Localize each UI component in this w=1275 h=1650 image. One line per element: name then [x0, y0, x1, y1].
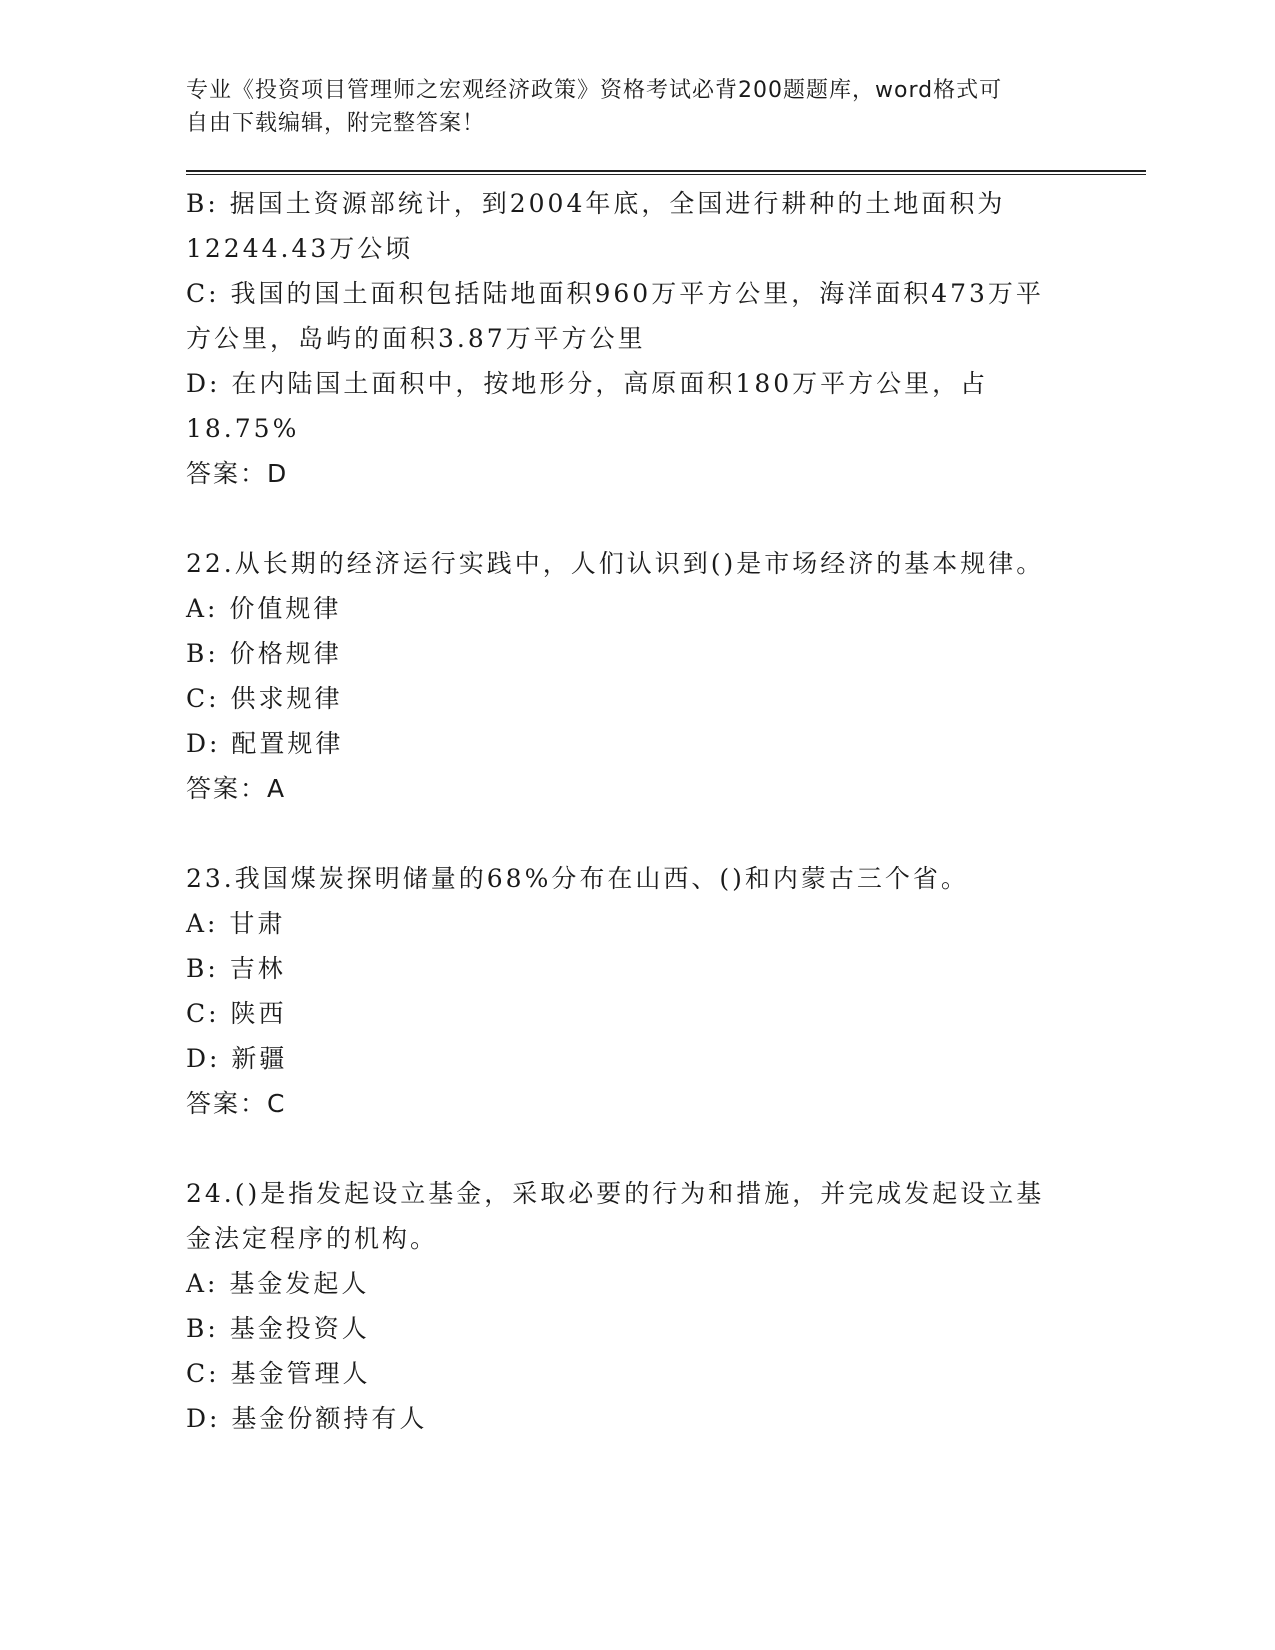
header-line-2: 自由下载编辑，附完整答案！ [186, 111, 486, 136]
option-d: D: 配置规律 [186, 729, 344, 758]
option-d: D: 基金份额持有人 [186, 1404, 428, 1433]
option-b: B: 基金投资人 [186, 1314, 370, 1343]
option-b: B: 价格规律 [186, 639, 342, 668]
option-c: C: 基金管理人 [186, 1359, 371, 1388]
option-b-line-1: B: 据国土资源部统计，到2004年底，全国进行耕种的土地面积为 [186, 189, 1006, 218]
question-21-continuation [186, 181, 1146, 496]
option-c-line-1: C: 我国的国土面积包括陆地面积960万平方公里，海洋面积473万平 [186, 279, 1044, 308]
question-24 [186, 1171, 1146, 1441]
option-b-line-2: 12244.43万公顷 [186, 234, 414, 263]
question-stem: 22.从长期的经济运行实践中，人们认识到()是市场经济的基本规律。 [186, 549, 1045, 578]
document-page [186, 70, 1146, 1441]
answer-23: 答案：C [186, 1089, 287, 1118]
option-d-line-2: 18.75% [186, 414, 300, 443]
option-c: C: 陕西 [186, 999, 287, 1028]
answer-21: 答案：D [186, 459, 289, 488]
option-b: B: 吉林 [186, 954, 286, 983]
answer-22: 答案：A [186, 774, 287, 803]
question-23 [186, 856, 1146, 1126]
question-22 [186, 541, 1146, 811]
header-divider [186, 170, 1146, 175]
option-c: C: 供求规律 [186, 684, 343, 713]
header-line-1: 专业《投资项目管理师之宏观经济政策》资格考试必背200题题库，word格式可 [186, 78, 1003, 103]
option-d: D: 新疆 [186, 1044, 288, 1073]
option-c-line-2: 方公里，岛屿的面积3.87万平方公里 [186, 324, 646, 353]
document-header [186, 70, 1066, 140]
option-d-line-1: D: 在内陆国土面积中，按地形分，高原面积180万平方公里，占 [186, 369, 989, 398]
question-stem: 23.我国煤炭探明储量的68%分布在山西、()和内蒙古三个省。 [186, 864, 969, 893]
option-a: A: 甘肃 [186, 909, 286, 938]
question-stem-line-2: 金法定程序的机构。 [186, 1224, 439, 1253]
question-stem-line-1: 24.()是指发起设立基金，采取必要的行为和措施，并完成发起设立基 [186, 1179, 1045, 1208]
option-a: A: 基金发起人 [186, 1269, 370, 1298]
option-a: A: 价值规律 [186, 594, 342, 623]
